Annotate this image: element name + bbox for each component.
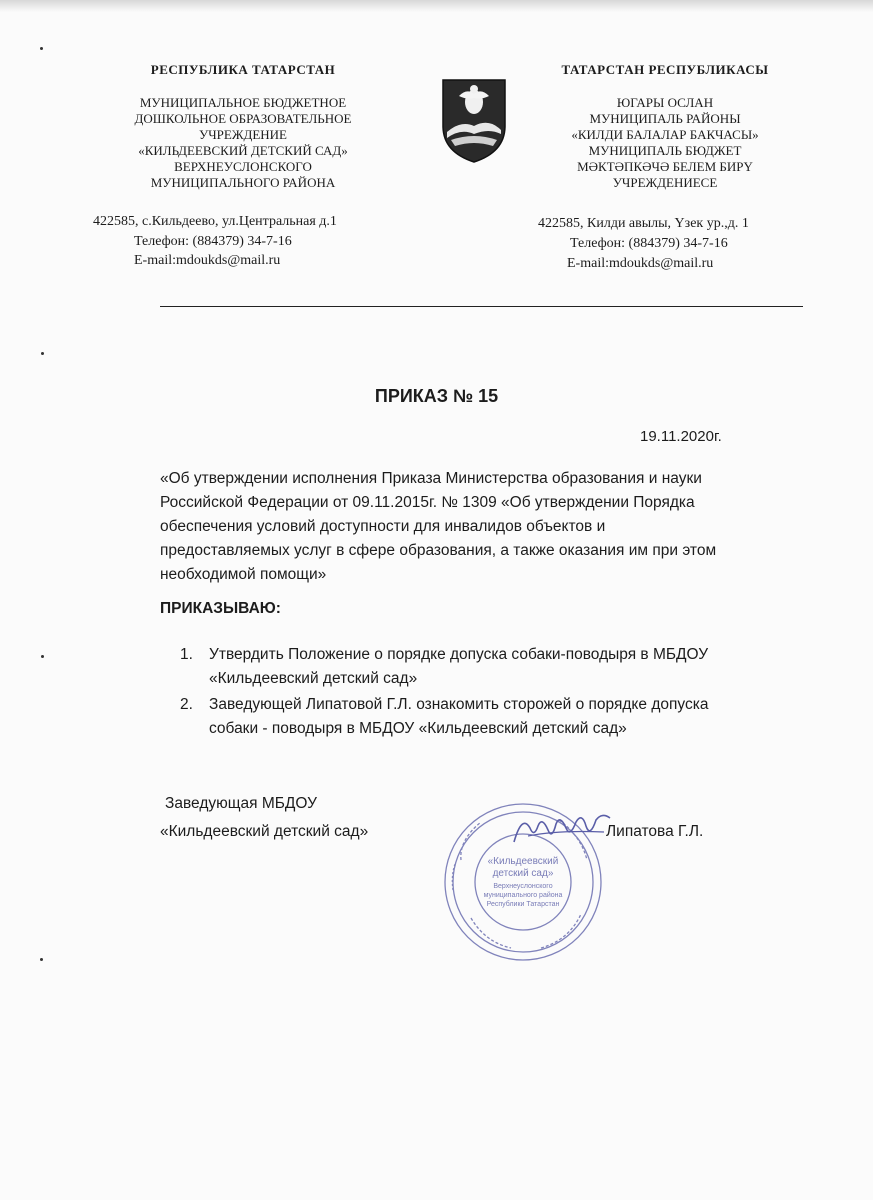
stamp-line: детский сад» — [492, 868, 554, 879]
handwritten-signature — [508, 808, 616, 852]
right-org-line: УЧРЕЖДЕНИЕСЕ — [612, 175, 718, 190]
coat-of-arms-icon — [437, 74, 511, 164]
scan-dot — [41, 352, 44, 355]
stamp-line: Верхнеуслонского — [493, 883, 553, 890]
stamp-line: «Кильдеевский — [487, 856, 559, 867]
order-item — [180, 643, 820, 691]
subject-line: Российской Федерации от 09.11.2015г. № 1309 «Об утверждении Порядка — [160, 494, 695, 511]
order-title: ПРИКАЗ № 15 — [374, 386, 499, 406]
right-address: 422585, Килди авылы, Үзек ур.,д. 1 — [538, 216, 749, 231]
scan-dot — [40, 47, 43, 50]
signer-name: Липатова Г.Л. — [606, 823, 704, 840]
subject-line: обеспечения условий доступности для инвалидов объектов и — [160, 518, 606, 535]
item-line: Заведующей Липатовой Г.Л. ознакомить сторожей о порядке допуска — [209, 696, 709, 713]
right-header — [540, 62, 790, 191]
subject-line: «Об утверждении исполнения Приказа Министерства образования и науки — [160, 470, 702, 487]
left-header — [118, 62, 368, 191]
left-org-line: МУНИЦИПАЛЬНОЕ БЮДЖЕТНОЕ — [139, 95, 347, 110]
left-phone: Телефон: (884379) 34-7-16 — [134, 234, 292, 249]
right-email: E-mail:mdoukds@mail.ru — [567, 256, 714, 271]
left-republic: РЕСПУБЛИКА ТАТАРСТАН — [150, 62, 336, 77]
right-org-line: ЮГАРЫ ОСЛАН — [616, 95, 714, 110]
right-phone: Телефон: (884379) 34-7-16 — [570, 236, 728, 251]
subject-line: необходимой помощи» — [160, 566, 327, 583]
item-line: собаки - поводыря в МБДОУ «Кильдеевский детский сад» — [209, 720, 627, 737]
stamp-line: муниципального района — [483, 892, 563, 899]
stamp-line: Республики Татарстан — [486, 901, 560, 908]
signer-position-line2: «Кильдеевский детский сад» — [160, 823, 369, 840]
item-line: «Кильдеевский детский сад» — [209, 670, 418, 687]
item-number: 2. — [180, 696, 193, 713]
order-items — [180, 643, 820, 743]
left-org-line: УЧРЕЖДЕНИЕ — [199, 127, 287, 142]
order-item — [180, 693, 820, 741]
header-divider — [160, 306, 803, 307]
item-line: Утвердить Положение о порядке допуска собаки-поводыря в МБДОУ — [209, 646, 709, 663]
right-republic: ТАТАРСТАН РЕСПУБЛИКАСЫ — [561, 62, 769, 77]
left-org-line: ВЕРХНЕУСЛОНСКОГО — [174, 159, 312, 174]
item-number: 1. — [180, 646, 193, 663]
left-address: 422585, с.Кильдеево, ул.Центральная д.1 — [93, 214, 337, 229]
right-org-line: МУНИЦИПАЛЬ БЮДЖЕТ — [588, 143, 742, 158]
order-subject — [160, 467, 820, 587]
order-date: 19.11.2020г. — [640, 428, 722, 445]
right-org-line: МУНИЦИПАЛЬ РАЙОНЫ — [589, 111, 741, 126]
left-email: E-mail:mdoukds@mail.ru — [134, 253, 281, 268]
subject-line: предоставляемых услуг в сфере образования, а также оказания им при этом — [160, 542, 717, 559]
signer-position-line1: Заведующая МБДОУ — [165, 795, 317, 812]
right-org-line: МӘКТӘПКӘЧӘ БЕЛЕМ БИРҮ — [577, 159, 753, 174]
left-org-line: «КИЛЬДЕЕВСКИЙ ДЕТСКИЙ САД» — [138, 143, 348, 158]
order-command: ПРИКАЗЫВАЮ: — [160, 600, 281, 617]
scan-dot — [40, 958, 43, 961]
left-org-line: ДОШКОЛЬНОЕ ОБРАЗОВАТЕЛЬНОЕ — [134, 111, 352, 126]
scan-edge — [0, 0, 873, 12]
scan-dot — [41, 655, 44, 658]
left-org-line: МУНИЦИПАЛЬНОГО РАЙОНА — [150, 175, 336, 190]
right-org-line: «КИЛДИ БАЛАЛАР БАКЧАСЫ» — [571, 127, 759, 142]
